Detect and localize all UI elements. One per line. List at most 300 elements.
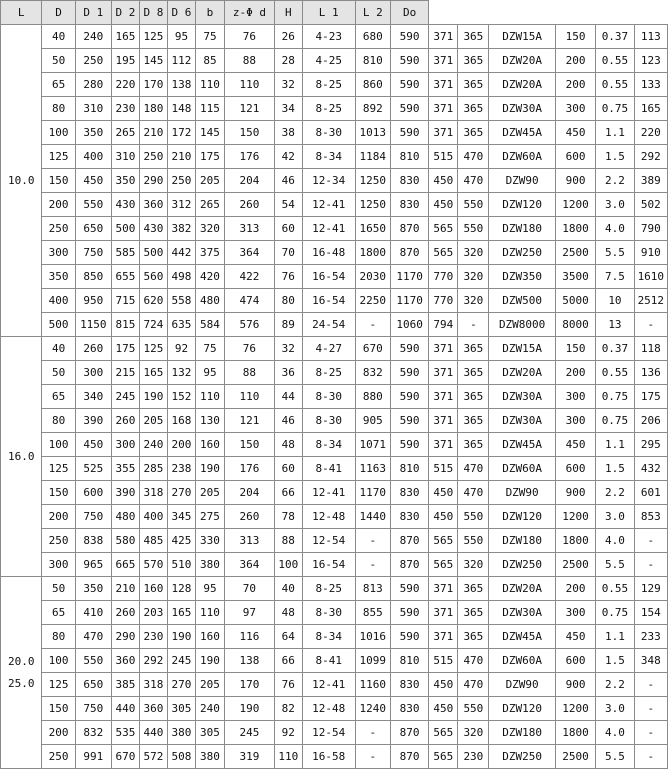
table-cell: 190: [225, 697, 275, 721]
table-cell: 260: [111, 409, 139, 433]
table-cell: 145: [139, 49, 167, 73]
table-cell: 34: [274, 97, 302, 121]
table-cell: -: [355, 745, 390, 769]
table-cell: 365: [458, 577, 489, 601]
table-cell: 815: [111, 313, 139, 337]
table-cell: 180: [139, 97, 167, 121]
pressure-value: 10.0: [7, 173, 35, 187]
table-cell: 65: [42, 385, 75, 409]
table-cell: 320: [458, 265, 489, 289]
table-cell: 371: [429, 25, 458, 49]
table-cell: DZW60A: [489, 457, 555, 481]
table-cell: 32: [274, 337, 302, 361]
table-cell: 160: [195, 625, 224, 649]
table-cell: 600: [555, 145, 595, 169]
table-cell: 305: [167, 697, 195, 721]
header-cell: D: [42, 1, 75, 25]
table-cell: 75: [195, 337, 224, 361]
table-cell: 82: [274, 697, 302, 721]
table-cell: 655: [111, 265, 139, 289]
table-cell: 250: [42, 217, 75, 241]
table-cell: 148: [167, 97, 195, 121]
table-cell: 365: [458, 73, 489, 97]
table-cell: 430: [111, 193, 139, 217]
table-cell: 590: [390, 601, 428, 625]
table-cell: 870: [390, 529, 428, 553]
table-cell: 470: [458, 457, 489, 481]
table-cell: 13: [596, 313, 634, 337]
table-cell: 40: [274, 577, 302, 601]
table-cell: 42: [274, 145, 302, 169]
table-cell: 1013: [355, 121, 390, 145]
table-cell: DZW8000: [489, 313, 555, 337]
table-cell: 425: [167, 529, 195, 553]
table-cell: 365: [458, 121, 489, 145]
table-cell: 113: [634, 25, 667, 49]
table-cell: 129: [634, 577, 667, 601]
table-cell: 7.5: [596, 265, 634, 289]
table-cell: 250: [42, 529, 75, 553]
table-cell: 12-34: [302, 169, 355, 193]
table-cell: 3.0: [596, 697, 634, 721]
header-cell: b: [195, 1, 224, 25]
table-cell: 100: [42, 649, 75, 673]
table-row: [1, 241, 668, 265]
table-cell: 3.0: [596, 193, 634, 217]
table-cell: 300: [42, 553, 75, 577]
table-cell: 12-41: [302, 193, 355, 217]
table-cell: 12-54: [302, 529, 355, 553]
table-cell: 1170: [390, 265, 428, 289]
table-cell: 95: [167, 25, 195, 49]
table-cell: 238: [167, 457, 195, 481]
table-cell: 8-30: [302, 409, 355, 433]
table-row: [1, 25, 668, 49]
table-cell: 8-25: [302, 577, 355, 601]
table-cell: DZW30A: [489, 97, 555, 121]
table-cell: 350: [42, 265, 75, 289]
table-row: [1, 97, 668, 121]
table-cell: 350: [75, 121, 111, 145]
table-cell: 12-48: [302, 505, 355, 529]
table-cell: 5.5: [596, 241, 634, 265]
table-cell: 125: [42, 145, 75, 169]
table-cell: 110: [274, 745, 302, 769]
table-cell: 240: [75, 25, 111, 49]
table-cell: 510: [167, 553, 195, 577]
table-cell: 550: [458, 529, 489, 553]
table-cell: 110: [195, 73, 224, 97]
table-cell: 600: [75, 481, 111, 505]
table-cell: 28: [274, 49, 302, 73]
table-cell: 365: [458, 409, 489, 433]
table-cell: 190: [195, 457, 224, 481]
table-cell: 200: [555, 49, 595, 73]
table-cell: 1250: [355, 193, 390, 217]
table-cell: 2500: [555, 241, 595, 265]
pressure-value: 20.0: [7, 654, 35, 668]
table-cell: DZW60A: [489, 649, 555, 673]
table-cell: 54: [274, 193, 302, 217]
table-cell: 88: [225, 49, 275, 73]
table-cell: 4-25: [302, 49, 355, 73]
table-cell: DZW250: [489, 745, 555, 769]
table-cell: 422: [225, 265, 275, 289]
table-cell: 110: [195, 385, 224, 409]
table-cell: 270: [167, 481, 195, 505]
table-cell: 1800: [555, 529, 595, 553]
table-cell: 80: [42, 97, 75, 121]
table-cell: 0.75: [596, 409, 634, 433]
table-cell: DZW500: [489, 289, 555, 313]
table-cell: 76: [274, 265, 302, 289]
table-cell: 250: [75, 49, 111, 73]
table-cell: 584: [195, 313, 224, 337]
table-cell: DZW60A: [489, 145, 555, 169]
table-cell: 8-34: [302, 433, 355, 457]
table-cell: 16-54: [302, 289, 355, 313]
table-cell: 620: [139, 289, 167, 313]
table-cell: 371: [429, 337, 458, 361]
table-cell: 650: [75, 217, 111, 241]
table-cell: 670: [111, 745, 139, 769]
table-row: [1, 745, 668, 769]
table-cell: 550: [75, 649, 111, 673]
table-cell: 385: [111, 673, 139, 697]
table-cell: 910: [634, 241, 667, 265]
table-cell: 48: [274, 601, 302, 625]
table-cell: 665: [111, 553, 139, 577]
table-cell: 5.5: [596, 553, 634, 577]
table-cell: 365: [458, 625, 489, 649]
table-cell: 1200: [555, 697, 595, 721]
table-cell: 260: [225, 505, 275, 529]
table-cell: 870: [390, 241, 428, 265]
table-cell: 125: [42, 457, 75, 481]
table-cell: 206: [634, 409, 667, 433]
table-cell: 245: [167, 649, 195, 673]
table-cell: DZW20A: [489, 577, 555, 601]
table-cell: 300: [555, 409, 595, 433]
table-cell: 371: [429, 625, 458, 649]
table-cell: 565: [429, 241, 458, 265]
table-cell: 110: [195, 601, 224, 625]
table-cell: 260: [75, 337, 111, 361]
table-cell: 371: [429, 409, 458, 433]
table-cell: 128: [167, 577, 195, 601]
header-cell: z-Φ d: [225, 1, 275, 25]
table-cell: 0.37: [596, 337, 634, 361]
table-cell: 165: [167, 601, 195, 625]
table-row: [1, 145, 668, 169]
table-cell: 900: [555, 481, 595, 505]
table-cell: 550: [458, 193, 489, 217]
table-cell: 590: [390, 49, 428, 73]
table-cell: 172: [167, 121, 195, 145]
table-cell: 8-30: [302, 121, 355, 145]
table-cell: 1.1: [596, 433, 634, 457]
table-cell: 285: [139, 457, 167, 481]
header-row: [1, 1, 668, 25]
table-cell: 8-25: [302, 73, 355, 97]
table-cell: 365: [458, 601, 489, 625]
table-cell: 450: [75, 169, 111, 193]
table-cell: 92: [167, 337, 195, 361]
table-cell: 360: [139, 697, 167, 721]
table-cell: 950: [75, 289, 111, 313]
table-cell: 2500: [555, 553, 595, 577]
table-cell: 138: [225, 649, 275, 673]
table-cell: 300: [111, 433, 139, 457]
table-cell: 245: [225, 721, 275, 745]
table-cell: 2.2: [596, 481, 634, 505]
table-cell: 0.75: [596, 385, 634, 409]
table-cell: 810: [355, 49, 390, 73]
table-cell: 590: [390, 337, 428, 361]
table-cell: 12-41: [302, 481, 355, 505]
table-cell: 320: [458, 241, 489, 265]
table-cell: 400: [75, 145, 111, 169]
table-cell: 230: [458, 745, 489, 769]
table-cell: 1610: [634, 265, 667, 289]
table-cell: 60: [274, 217, 302, 241]
table-cell: 650: [75, 673, 111, 697]
table-cell: 365: [458, 49, 489, 73]
table-cell: DZW30A: [489, 409, 555, 433]
table-cell: 8-34: [302, 625, 355, 649]
table-cell: 440: [111, 697, 139, 721]
table-row: [1, 457, 668, 481]
table-cell: 5.5: [596, 745, 634, 769]
table-cell: 290: [139, 169, 167, 193]
table-cell: 850: [75, 265, 111, 289]
table-cell: 794: [429, 313, 458, 337]
header-cell: L 1: [302, 1, 355, 25]
table-row: [1, 49, 668, 73]
table-cell: 50: [42, 49, 75, 73]
table-cell: 97: [225, 601, 275, 625]
table-cell: 1250: [355, 169, 390, 193]
table-cell: DZW180: [489, 529, 555, 553]
table-cell: 136: [634, 361, 667, 385]
table-cell: 474: [225, 289, 275, 313]
table-cell: 830: [390, 169, 428, 193]
table-cell: 892: [355, 97, 390, 121]
table-cell: 535: [111, 721, 139, 745]
table-cell: 38: [274, 121, 302, 145]
table-cell: 78: [274, 505, 302, 529]
table-cell: 8000: [555, 313, 595, 337]
table-cell: 44: [274, 385, 302, 409]
table-cell: 16-58: [302, 745, 355, 769]
table-cell: 2030: [355, 265, 390, 289]
table-cell: 95: [195, 577, 224, 601]
table-cell: 1.5: [596, 145, 634, 169]
table-cell: -: [355, 529, 390, 553]
table-cell: 2500: [555, 745, 595, 769]
table-cell: 5000: [555, 289, 595, 313]
table-cell: 500: [42, 313, 75, 337]
table-cell: 550: [75, 193, 111, 217]
table-cell: 2.2: [596, 673, 634, 697]
table-cell: 100: [42, 433, 75, 457]
table-cell: 390: [75, 409, 111, 433]
table-row: [1, 193, 668, 217]
table-cell: 40: [42, 337, 75, 361]
table-cell: 300: [42, 241, 75, 265]
table-cell: 8-30: [302, 385, 355, 409]
table-cell: 319: [225, 745, 275, 769]
table-cell: 24-54: [302, 313, 355, 337]
table-cell: 565: [429, 721, 458, 745]
table-cell: 260: [111, 601, 139, 625]
table-cell: 450: [429, 673, 458, 697]
table-cell: 300: [555, 385, 595, 409]
pressure-value: 25.0: [7, 676, 35, 690]
table-cell: 1240: [355, 697, 390, 721]
table-cell: 832: [355, 361, 390, 385]
table-cell: 265: [111, 121, 139, 145]
table-cell: 1163: [355, 457, 390, 481]
table-cell: 92: [274, 721, 302, 745]
table-cell: 40: [42, 25, 75, 49]
table-cell: 355: [111, 457, 139, 481]
table-cell: 240: [139, 433, 167, 457]
table-cell: 48: [274, 433, 302, 457]
table-cell: 365: [458, 97, 489, 121]
table-cell: 810: [390, 457, 428, 481]
table-cell: 150: [555, 337, 595, 361]
table-cell: DZW30A: [489, 385, 555, 409]
table-cell: 550: [458, 697, 489, 721]
table-cell: 364: [225, 553, 275, 577]
table-cell: 150: [42, 697, 75, 721]
pressure-value: 16.0: [7, 449, 35, 463]
table-cell: 371: [429, 433, 458, 457]
table-cell: 365: [458, 337, 489, 361]
table-cell: 2512: [634, 289, 667, 313]
table-cell: 200: [42, 721, 75, 745]
table-cell: 371: [429, 385, 458, 409]
table-cell: 12-41: [302, 673, 355, 697]
table-cell: 830: [390, 673, 428, 697]
table-row: [1, 433, 668, 457]
table-cell: 360: [111, 649, 139, 673]
table-cell: -: [634, 745, 667, 769]
header-cell: H: [274, 1, 302, 25]
table-cell: 50: [42, 361, 75, 385]
table-cell: 290: [111, 625, 139, 649]
table-cell: 215: [111, 361, 139, 385]
table-cell: 230: [111, 97, 139, 121]
table-cell: -: [634, 553, 667, 577]
table-cell: 590: [390, 121, 428, 145]
table-cell: 0.55: [596, 73, 634, 97]
table-cell: 371: [429, 121, 458, 145]
table-cell: 830: [390, 697, 428, 721]
table-cell: 371: [429, 73, 458, 97]
table-cell: 66: [274, 481, 302, 505]
table-cell: 410: [75, 601, 111, 625]
table-row: [1, 673, 668, 697]
table-cell: 470: [75, 625, 111, 649]
table-cell: 210: [167, 145, 195, 169]
table-cell: 150: [42, 481, 75, 505]
table-cell: 165: [139, 361, 167, 385]
table-cell: 770: [429, 265, 458, 289]
table-cell: 138: [167, 73, 195, 97]
table-cell: 1200: [555, 193, 595, 217]
table-cell: 450: [429, 697, 458, 721]
table-cell: 1800: [555, 217, 595, 241]
table-cell: 250: [42, 745, 75, 769]
table-cell: 382: [167, 217, 195, 241]
header-cell: Do: [390, 1, 428, 25]
table-cell: 830: [390, 193, 428, 217]
table-cell: 8-25: [302, 361, 355, 385]
table-cell: 1160: [355, 673, 390, 697]
table-row: [1, 313, 668, 337]
header-cell: L 2: [355, 1, 390, 25]
table-cell: 380: [195, 553, 224, 577]
table-cell: 1.5: [596, 457, 634, 481]
table-row: [1, 553, 668, 577]
table-cell: 680: [355, 25, 390, 49]
table-cell: 205: [195, 169, 224, 193]
table-cell: 590: [390, 409, 428, 433]
table-cell: 121: [225, 409, 275, 433]
table-cell: 88: [274, 529, 302, 553]
table-cell: 365: [458, 25, 489, 49]
table-cell: 205: [195, 481, 224, 505]
table-cell: 32: [274, 73, 302, 97]
table-cell: 16-54: [302, 553, 355, 577]
table-cell: 292: [634, 145, 667, 169]
table-cell: DZW20A: [489, 73, 555, 97]
table-cell: 245: [111, 385, 139, 409]
table-cell: 371: [429, 49, 458, 73]
table-cell: 210: [139, 121, 167, 145]
table-cell: 470: [458, 169, 489, 193]
table-cell: 870: [390, 745, 428, 769]
table-cell: 76: [225, 337, 275, 361]
table-row: [1, 409, 668, 433]
table-cell: 450: [555, 433, 595, 457]
table-cell: 900: [555, 169, 595, 193]
header-blank: [429, 1, 668, 25]
table-cell: DZW20A: [489, 49, 555, 73]
table-cell: 1071: [355, 433, 390, 457]
table-cell: 570: [139, 553, 167, 577]
table-cell: 300: [75, 361, 111, 385]
table-cell: 175: [195, 145, 224, 169]
table-cell: 750: [75, 697, 111, 721]
table-cell: 125: [139, 25, 167, 49]
table-cell: 380: [195, 745, 224, 769]
table-cell: 4-23: [302, 25, 355, 49]
table-cell: 160: [195, 433, 224, 457]
table-row: [1, 385, 668, 409]
table-row: [1, 289, 668, 313]
table-cell: 0.55: [596, 361, 634, 385]
table-cell: DZW250: [489, 553, 555, 577]
table-cell: 165: [634, 97, 667, 121]
table-cell: 70: [225, 577, 275, 601]
table-cell: 145: [195, 121, 224, 145]
table-cell: 855: [355, 601, 390, 625]
table-cell: 123: [634, 49, 667, 73]
table-cell: 470: [458, 673, 489, 697]
